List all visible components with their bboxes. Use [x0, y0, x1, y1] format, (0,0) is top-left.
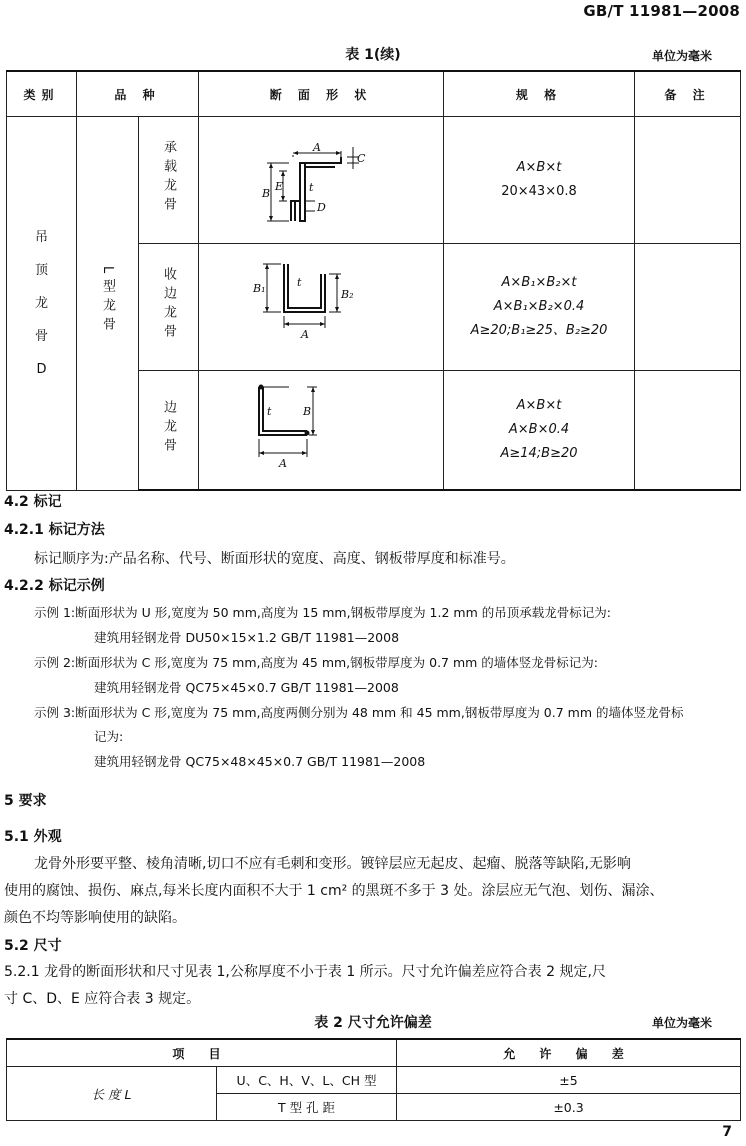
example-3-mark: 建筑用轻钢龙骨 QC75×48×45×0.7 GB/T 11981—2008 [94, 754, 426, 769]
standard-number: GB/T 11981—2008 [583, 2, 740, 20]
table1-caption: 表 1(续) [345, 47, 401, 63]
t2-item-length: 长 度 L [7, 1067, 217, 1121]
heading-5-1: 5.1 外观 [4, 829, 62, 845]
table1-unit: 单位为毫米 [651, 49, 712, 63]
label-a: A [313, 141, 321, 154]
t2-col-item: 项 目 [7, 1039, 397, 1067]
t2-col-tolerance: 允 许 偏 差 [397, 1039, 741, 1067]
heading-5-2: 5.2 尺寸 [4, 938, 62, 954]
spec-cell: A×B×t 20×43×0.8 [444, 117, 635, 244]
page-number: 7 [722, 1124, 732, 1140]
marking-method-text: 标记顺序为:产品名称、代号、断面形状的宽度、高度、钢板带厚度和标准号。 [34, 551, 515, 567]
size-line-2: 寸 C、D、E 应符合表 3 规定。 [4, 991, 201, 1007]
table2-unit: 单位为毫米 [651, 1016, 712, 1030]
table1 [6, 70, 741, 491]
t2-sub: U、C、H、V、L、CH 型 [217, 1067, 397, 1094]
heading-4-2-1: 4.2.1 标记方法 [4, 522, 105, 538]
example-3: 示例 3:断面形状为 C 形,宽度为 75 mm,高度两侧分别为 48 mm 和 45 mm,钢板带厚度为 0.7 mm 的墙体竖龙骨标 [34, 705, 684, 720]
remark-cell [635, 244, 741, 371]
label-t: t [309, 181, 314, 194]
example-3-cont: 记为: [94, 729, 124, 744]
shape-cell [199, 371, 444, 491]
table2 [6, 1038, 741, 1121]
section-diagram-trim-keel [199, 244, 444, 370]
section-diagram-edge-keel [199, 371, 444, 489]
section-diagram-main-keel [199, 117, 444, 243]
remark-cell [635, 371, 741, 491]
col-header-spec: 规 格 [444, 71, 635, 117]
t2-sub: T 型 孔 距 [217, 1094, 397, 1121]
t2-value: ±0.3 [397, 1094, 741, 1121]
size-line-1: 5.2.1 龙骨的断面形状和尺寸见表 1,公称厚度不小于表 1 所示。尺寸允许偏差应符合表 2 规定,尺 [4, 964, 606, 980]
label-b: B [262, 187, 271, 200]
example-2: 示例 2:断面形状为 C 形,宽度为 75 mm,高度为 45 mm,钢板带厚度为 0.7 mm 的墙体竖龙骨标记为: [34, 655, 599, 670]
label-a: A [301, 328, 309, 341]
appearance-line-1: 龙骨外形要平整、棱角清晰,切口不应有毛刺和变形。镀锌层应无起皮、起瘤、脱落等缺陷,无影响 [34, 856, 631, 872]
spec-cell: A×B×t A×B×0.4 A≥14;B≥20 [444, 371, 635, 491]
col-header-shape: 断 面 形 状 [199, 71, 444, 117]
appearance-line-2: 使用的腐蚀、损伤、麻点,每米长度内面积不大于 1 cm² 的黑斑不多于 3 处。涂层应无气泡、划伤、漏涂、 [4, 883, 664, 899]
label-c: C [357, 152, 366, 165]
example-1: 示例 1:断面形状为 U 形,宽度为 50 mm,高度为 15 mm,钢板带厚度为 1.2 mm 的吊顶承载龙骨标记为: [34, 605, 611, 620]
label-b2: B₂ [341, 288, 354, 301]
spec-cell: A×B₁×B₂×t A×B₁×B₂×0.4 A≥20;B₁≥25、B₂≥20 [444, 244, 635, 371]
heading-4-2: 4.2 标记 [4, 494, 62, 510]
example-2-mark: 建筑用轻钢龙骨 QC75×45×0.7 GB/T 11981—2008 [94, 680, 399, 695]
variety-cell: 承载龙骨 [139, 117, 199, 244]
shape-cell [199, 117, 444, 244]
example-1-mark: 建筑用轻钢龙骨 DU50×15×1.2 GB/T 11981—2008 [94, 630, 400, 645]
variety-cell: 收边龙骨 [139, 244, 199, 371]
col-header-remark: 备 注 [635, 71, 741, 117]
remark-cell [635, 117, 741, 244]
label-a: A [279, 457, 287, 470]
type-cell: L型龙骨 [77, 117, 139, 491]
col-header-variety: 品 种 [77, 71, 199, 117]
shape-cell [199, 244, 444, 371]
label-b1: B₁ [253, 282, 266, 295]
label-d: D [317, 201, 326, 214]
label-e: E [275, 180, 284, 193]
col-header-category: 类别 [7, 71, 77, 117]
heading-4-2-2: 4.2.2 标记示例 [4, 578, 105, 594]
t2-value: ±5 [397, 1067, 741, 1094]
variety-cell: 边龙骨 [139, 371, 199, 491]
label-t: t [267, 405, 272, 418]
appearance-line-3: 颜色不均等影响使用的缺陷。 [4, 910, 186, 926]
category-cell: 吊 顶 龙 骨 D [7, 117, 77, 491]
label-t: t [297, 276, 302, 289]
table2-caption: 表 2 尺寸允许偏差 [314, 1015, 432, 1031]
heading-5: 5 要求 [4, 793, 47, 809]
label-b: B [303, 405, 312, 418]
